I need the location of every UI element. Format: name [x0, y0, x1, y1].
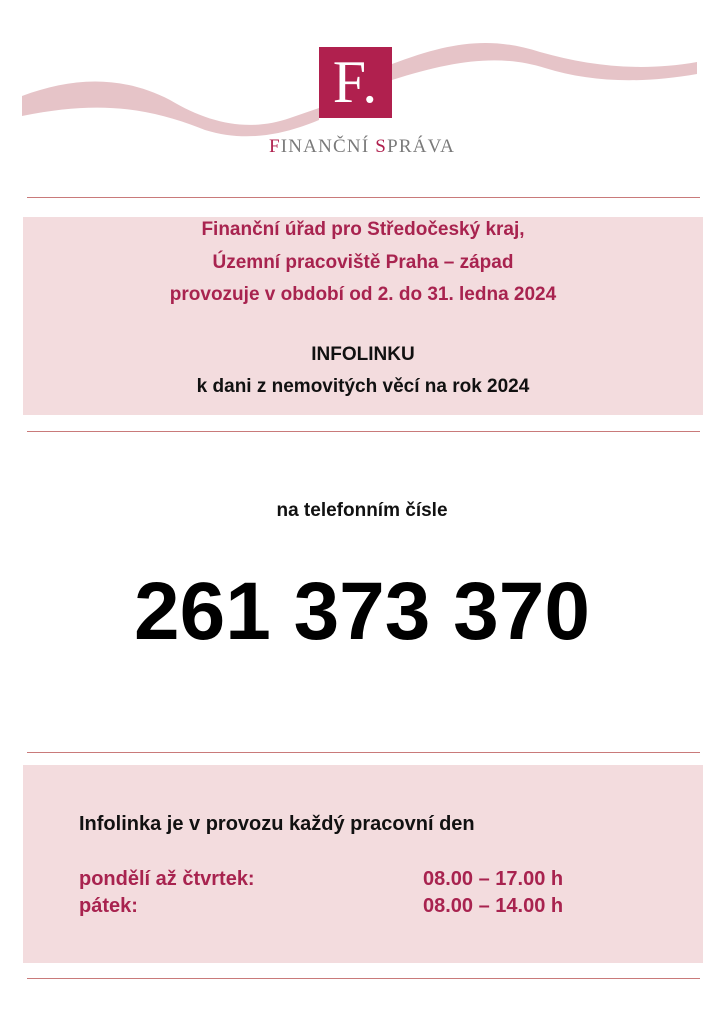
- infolinka-title: INFOLINKU: [311, 344, 415, 365]
- divider-bottom: [27, 978, 700, 979]
- wave-ribbon: [22, 82, 319, 137]
- logo-mark: F.: [319, 47, 392, 118]
- hours-time-mon-thu: 08.00 – 17.00 h: [423, 868, 564, 890]
- divider-top: [27, 197, 700, 198]
- phone-label: na telefonním čísle: [276, 500, 448, 521]
- brand-word-2: PRÁVA: [387, 136, 456, 157]
- brand-initial-s: S: [375, 136, 388, 157]
- hours-heading: Infolinka je v provozu každý pracovní den: [79, 813, 475, 835]
- divider-mid: [27, 431, 700, 432]
- wave-ribbon-right: [392, 43, 697, 80]
- hours-day-fri: pátek:: [79, 895, 138, 917]
- divider-lower: [27, 752, 700, 753]
- phone-number: 261 373 370: [133, 566, 590, 657]
- office-line-2: Územní pracoviště Praha – západ: [212, 252, 514, 273]
- hours-day-mon-thu: pondělí až čtvrtek:: [79, 868, 255, 890]
- hours-panel: [23, 765, 703, 963]
- brand-name: [0, 136, 724, 158]
- brand-word-1: INANČNÍ: [280, 136, 376, 157]
- hours-time-fri: 08.00 – 14.00 h: [423, 895, 564, 917]
- office-line-3: provozuje v období od 2. do 31. ledna 2024: [169, 284, 557, 305]
- announcement-panel: [23, 217, 703, 415]
- infolinka-subtitle: k dani z nemovitých věcí na rok 2024: [196, 376, 530, 397]
- office-line-1: Finanční úřad pro Středočeský kraj,: [201, 219, 525, 240]
- brand-initial-f: F: [268, 136, 281, 157]
